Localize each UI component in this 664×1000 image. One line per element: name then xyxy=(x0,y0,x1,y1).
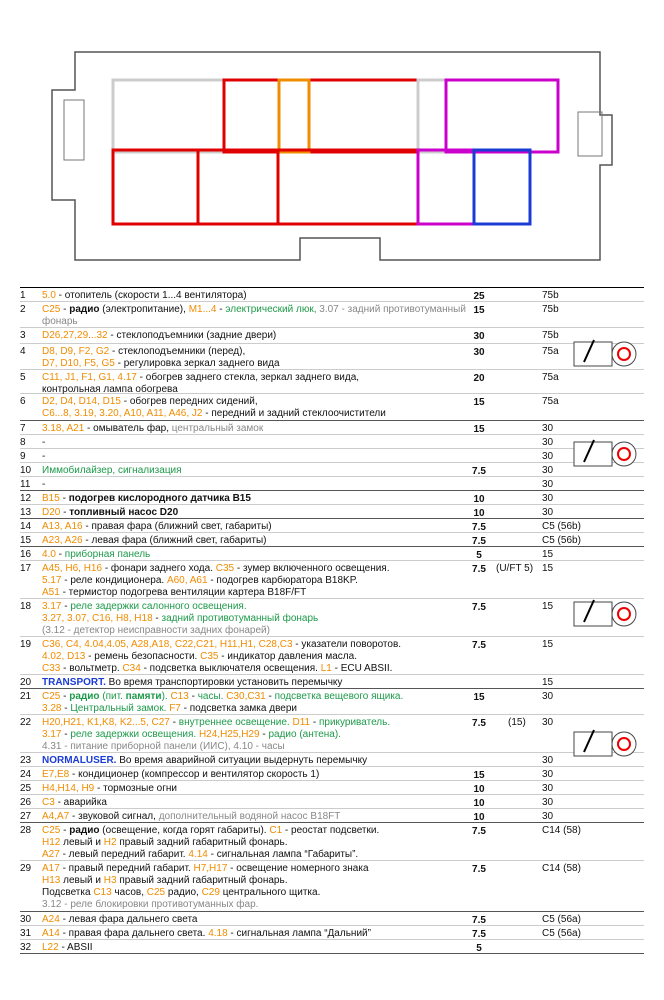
amp-badge: 15 xyxy=(473,692,485,703)
ignition-switch-icon xyxy=(572,432,638,472)
table-row: 15 A23, A26 - левая фара (ближний свет, габариты) 7.5 C5 (56b) xyxy=(20,533,644,547)
amp-badge: 15 xyxy=(473,424,485,435)
amp-badge: 10 xyxy=(473,798,485,809)
ignition-switch-icon xyxy=(572,592,638,632)
table-row: 26 C3 - аварийка 10 30 xyxy=(20,795,644,809)
table-row: 12 B15 - подогрев кислородного датчика B15 10 30 xyxy=(20,491,644,505)
table-row: 32 L22 - ABSII 5 xyxy=(20,940,644,954)
amp-badge: 15 xyxy=(473,305,485,316)
table-row: 21 C25 - радио (пит. памяти). C13 - часы. C30,C31 - подсветка вещевого ящика. 3.28 - Центральный замок. F7 - подсветка замка двери 15 30 xyxy=(20,689,644,715)
table-row: 17 A45, H6, H16 - фонари заднего хода. C35 - зумер включенного освещения. 5.17 - реле кондиционера. A60, A61 - подогрев карбюратора B18KP. A51 - термистор подогрева вентиляции картера B18F/FT 7.5 (U/FT 5) 15 xyxy=(20,561,644,599)
table-header xyxy=(20,272,644,288)
table-row: 13 D20 - топливный насос D20 10 30 xyxy=(20,505,644,519)
table-row: 10 Иммобилайзер, сигнализация 7.5 30 xyxy=(20,463,644,477)
amp-badge: 20 xyxy=(473,373,485,384)
fuse-box-outline xyxy=(52,52,612,260)
table-row: 30 A24 - левая фара дальнего света 7.5 C5 (56a) xyxy=(20,912,644,926)
table-row: 16 4.0 - приборная панель 5 15 xyxy=(20,547,644,561)
amp-badge: 7.5 xyxy=(472,602,486,613)
amp-badge: 15 xyxy=(473,397,485,408)
table-row: 3 D26,27,29...32 - стеклоподъемники (задние двери) 30 75b xyxy=(20,328,644,344)
table-row: 1 5.0 - отопитель (скорости 1...4 вентилятора) 25 75b xyxy=(20,288,644,302)
amp-badge: 7.5 xyxy=(472,864,486,875)
amp-badge: 5 xyxy=(476,550,482,561)
table-row: 29 A17 - правый передний габарит. H7,H17 - освещение номерного знака H13 левый и H3 правый задний габаритный фонарь. Подсветка C13 часов, C25 радио, C29 центрального щитка. 3.12 - реле блокировки противотуманных фар. 7.5 C14 (58) xyxy=(20,861,644,912)
amp-badge: 7.5 xyxy=(472,640,486,651)
amp-badge: 7.5 xyxy=(472,826,486,837)
amp-badge: 7.5 xyxy=(472,718,486,729)
amp-badge: 7.5 xyxy=(472,915,486,926)
amp-badge: 30 xyxy=(473,347,485,358)
table-row: 14 A13, A16 - правая фара (ближний свет, габариты) 7.5 C5 (56b) xyxy=(20,519,644,533)
table-row: 28 C25 - радио (освещение, когда горят габариты). C1 - реостат подсветки. H12 левый и H2 правый задний габаритный фонарь. A27 - левый передний габарит. 4.14 - сигнальная лампа “Габариты”. 7.5 C14 (58) xyxy=(20,823,644,861)
table-row: 19 C36, C4, 4.04,4.05, A28,A18, C22,C21, H11,H1, C28,C3 - указатели поворотов. 4.02, D13 - ремень безопасности. C35 - индикатор давления масла. C33 - вольтметр. C34 - подсветка выключателя освещения. L1 - ECU ABSII. 7.5 15 xyxy=(20,637,644,675)
table-row: 2 C25 - радио (электропитание), M1...4 - электрический люк, 3.07 - задний противотуманный фонарь 15 75b xyxy=(20,302,644,328)
amp-badge: 25 xyxy=(473,291,485,302)
amp-badge: 10 xyxy=(473,494,485,505)
amp-badge: 10 xyxy=(473,812,485,823)
table-row: 23 NORMALUSER. Во время аварийной ситуации выдернуть перемычку 30 xyxy=(20,753,644,767)
table-row: 22 H20,H21, K1,K8, K2...5, C27 - внутреннее освещение. D11 - прикуриватель. 3.17 - реле задержки освещения. H24,H25,H29 - радио (антена). 4.31 - питание приборной панели (ИИС), 4.10 - часы 7.5 (15) 30 xyxy=(20,715,644,753)
table-row: 20 TRANSPORT. Во время транспортировки установить перемычку 15 xyxy=(20,675,644,689)
amp-badge: 7.5 xyxy=(472,466,486,477)
amp-badge: 5 xyxy=(476,943,482,954)
table-row: 18 3.17 - реле задержки салонного освещения. 3.27, 3.07, C16, H8, H18 - задний противотуманный фонарь (3.12 - детектор неисправности задних фонарей) 7.5 15 xyxy=(20,599,644,637)
table-row: 6 D2, D4, D14, D15 - обогрев передних сидений, C6...8, 3.19, 3.20, A10, A11, A46, J2 - передний и задний стеклоочистители 15 75a xyxy=(20,394,644,421)
amp-badge: 30 xyxy=(473,331,485,342)
table-row: 9 - 30 xyxy=(20,449,644,463)
amp-badge: 15 xyxy=(473,770,485,781)
fuse-table xyxy=(20,272,644,954)
table-row: 5 C11, J1, F1, G1, 4.17 - обогрев заднего стекла, зеркал заднего вида, контрольная лампа обогрева 20 75a xyxy=(20,370,644,394)
table-row: 24 E7,E8 - кондиционер (компрессор и вентилятор скорость 1) 15 30 xyxy=(20,767,644,781)
table-row: 25 H4,H14, H9 - тормозные огни 10 30 xyxy=(20,781,644,795)
amp-badge: 7.5 xyxy=(472,929,486,940)
ignition-switch-icon xyxy=(572,332,638,372)
amp-badge: 10 xyxy=(473,784,485,795)
table-row: 31 A14 - правая фара дальнего света. 4.18 - сигнальная лампа “Дальний” 7.5 C5 (56a) xyxy=(20,926,644,940)
amp-badge: 7.5 xyxy=(472,564,486,575)
table-row: 7 3.18, A21 - омыватель фар, центральный замок 15 30 xyxy=(20,421,644,435)
amp-badge: 7.5 xyxy=(472,522,486,533)
fuse-box-diagram xyxy=(0,0,664,272)
table-row: 27 A4,A7 - звуковой сигнал, дополнительный водяной насос B18FT 10 30 xyxy=(20,809,644,823)
amp-badge: 7.5 xyxy=(472,536,486,547)
table-row: 8 - 30 xyxy=(20,435,644,449)
table-row: 11 - 30 xyxy=(20,477,644,491)
ignition-switch-icon xyxy=(572,722,638,762)
table-row: 4 D8, D9, F2, G2 - стеклоподъемники (перед), D7, D10, F5, G5 - регулировка зеркал заднего вида 30 75a xyxy=(20,344,644,370)
amp-badge: 10 xyxy=(473,508,485,519)
